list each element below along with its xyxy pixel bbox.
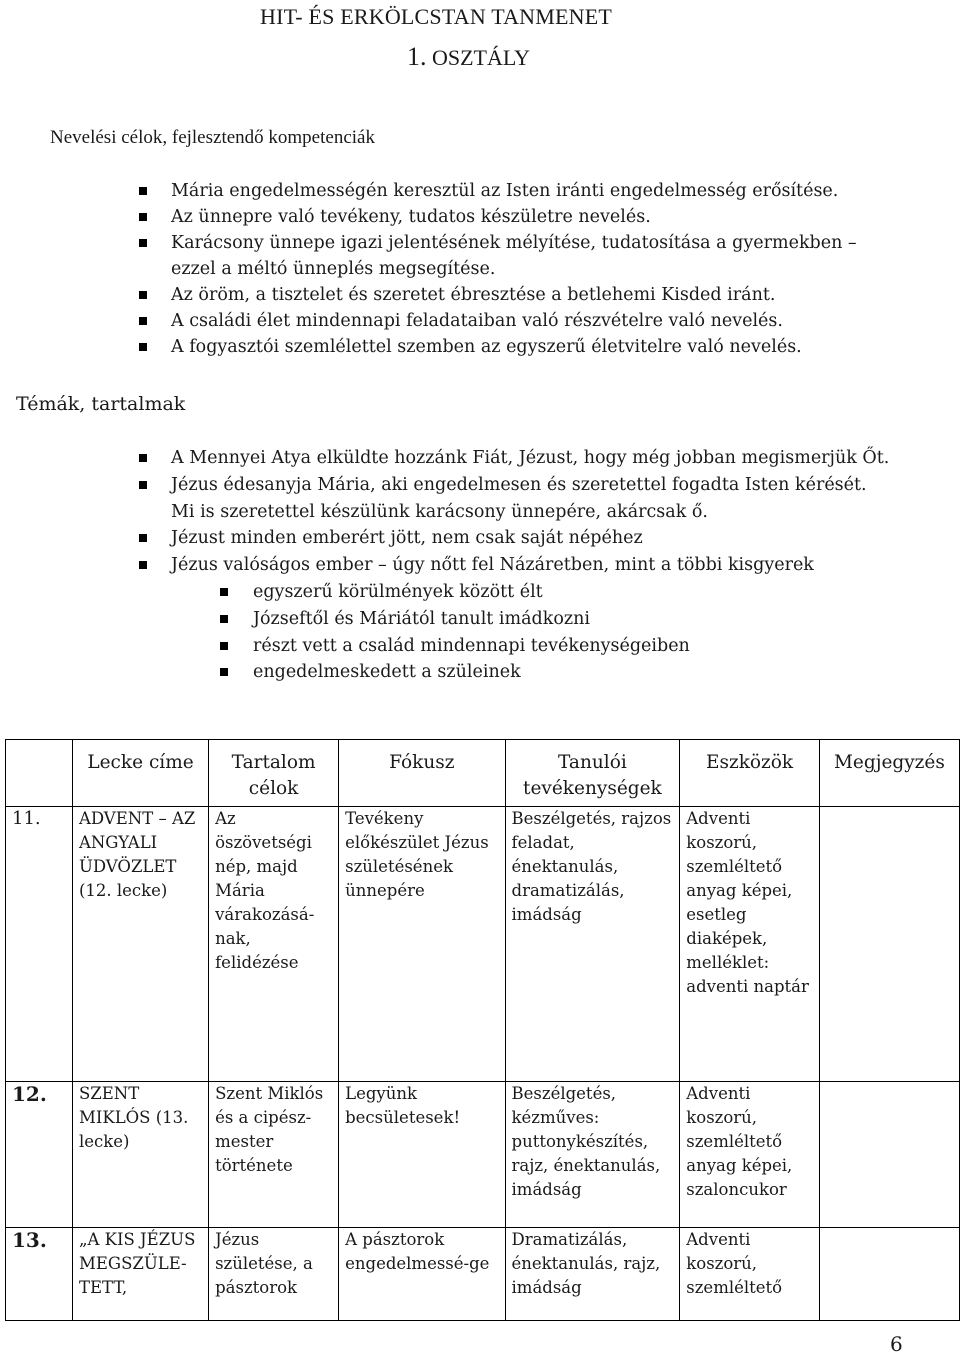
bullet-icon bbox=[139, 291, 147, 299]
content-cell: Jézus születése, a pásztorok bbox=[209, 1228, 339, 1321]
column-header: Megjegyzés bbox=[819, 740, 959, 807]
table-row bbox=[6, 1082, 960, 1228]
bullet-icon bbox=[139, 481, 147, 489]
sub-list-item: részt vett a család mindennapi tevékenységeiben bbox=[136, 633, 916, 660]
activities-cell: Dramatizálás, énektanulás, rajz, imádság bbox=[505, 1228, 680, 1321]
sub-list-item: engedelmeskedett a szüleinek bbox=[136, 659, 916, 686]
bullet-icon bbox=[220, 642, 228, 650]
focus-cell: A pásztorok engedelmessé-ge bbox=[339, 1228, 505, 1321]
content-cell: Az öszövetségi nép, majd Mária várakozásá-nak, felidézése bbox=[209, 807, 339, 1082]
list-item: Jézust minden emberért jött, nem csak saját népéhez bbox=[136, 525, 916, 552]
row-number: 13. bbox=[6, 1228, 73, 1321]
table-row bbox=[6, 807, 960, 1082]
table-header-row bbox=[6, 740, 960, 807]
focus-cell: Tevékeny előkészület Jézus születésének ünnepére bbox=[339, 807, 505, 1082]
row-number: 12. bbox=[6, 1082, 73, 1228]
goals-heading: Nevelési célok, fejlesztendő kompetenciák bbox=[50, 127, 375, 148]
list-item: Az öröm, a tisztelet és szeretet ébresztése a betlehemi Kisded iránt. bbox=[136, 282, 896, 308]
lesson-title-cell: ADVENT – AZ ANGYALI ÜDVÖZLET (12. lecke) bbox=[72, 807, 208, 1082]
content-cell: Szent Miklós és a cipész-mester története bbox=[209, 1082, 339, 1228]
sub-list-item: egyszerű körülmények között élt bbox=[136, 579, 916, 606]
column-header bbox=[6, 740, 73, 807]
list-item: Jézus valóságos ember – úgy nőtt fel Názáretben, mint a többi kisgyerek bbox=[136, 552, 916, 579]
list-item: Mária engedelmességén keresztül az Isten iránti engedelmesség erősítése. bbox=[136, 178, 896, 204]
bullet-icon bbox=[139, 343, 147, 351]
row-number: 11. bbox=[6, 807, 73, 1082]
grade-number: 1. bbox=[407, 42, 427, 71]
list-item-continuation: Mi is szeretettel készülünk karácsony ünnepére, akárcsak ő. bbox=[171, 501, 708, 522]
topics-heading: Témák, tartalmak bbox=[16, 393, 186, 415]
goals-list bbox=[136, 178, 896, 360]
note-cell bbox=[819, 807, 959, 1082]
note-cell bbox=[819, 1228, 959, 1321]
list-item: Az ünnepre való tevékeny, tudatos készületre nevelés. bbox=[136, 204, 896, 230]
tools-cell: Adventi koszorú, szemléltető anyag képei, szaloncukor bbox=[680, 1082, 820, 1228]
grade-label: OSZTÁLY bbox=[432, 45, 531, 70]
lesson-title-cell: „A KIS JÉZUS MEGSZÜLE-TETT, bbox=[72, 1228, 208, 1321]
bullet-icon bbox=[220, 615, 228, 623]
topics-list bbox=[136, 445, 916, 686]
activities-cell: Beszélgetés, kézműves: puttonykészítés, rajz, énektanulás, imádság bbox=[505, 1082, 680, 1228]
page-number: 6 bbox=[890, 1332, 903, 1356]
tools-cell: Adventi koszorú, szemléltető bbox=[680, 1228, 820, 1321]
note-cell bbox=[819, 1082, 959, 1228]
lesson-title-cell: SZENT MIKLÓS (13. lecke) bbox=[72, 1082, 208, 1228]
bullet-icon bbox=[139, 454, 147, 462]
grade-heading bbox=[407, 42, 530, 72]
list-item: A fogyasztói szemlélettel szemben az egyszerű életvitelre való nevelés. bbox=[136, 334, 896, 360]
bullet-icon bbox=[139, 213, 147, 221]
column-header: Tartalom célok bbox=[209, 740, 339, 807]
list-item: Karácsony ünnepe igazi jelentésének mélyítése, tudatosítása a gyermekben – ezzel a méltó ünneplés megsegítése. bbox=[136, 230, 896, 282]
bullet-icon bbox=[139, 187, 147, 195]
list-item: A családi élet mindennapi feladataiban való részvételre való nevelés. bbox=[136, 308, 896, 334]
tools-cell: Adventi koszorú, szemléltető anyag képei, esetleg diaképek, melléklet: adventi naptár bbox=[680, 807, 820, 1082]
bullet-icon bbox=[220, 668, 228, 676]
table-row bbox=[6, 1228, 960, 1321]
bullet-icon bbox=[139, 317, 147, 325]
column-header: Lecke címe bbox=[72, 740, 208, 807]
activities-cell: Beszélgetés, rajzos feladat, énektanulás, dramatizálás, imádság bbox=[505, 807, 680, 1082]
list-item: Jézus édesanyja Mária, aki engedelmesen és szeretettel fogadta Isten kérését. bbox=[136, 472, 916, 499]
sub-list-item: Józseftől és Máriától tanult imádkozni bbox=[136, 606, 916, 633]
column-header: Tanulói tevékenységek bbox=[505, 740, 680, 807]
focus-cell: Legyünk becsületesek! bbox=[339, 1082, 505, 1228]
column-header: Eszközök bbox=[680, 740, 820, 807]
bullet-icon bbox=[139, 239, 147, 247]
bullet-icon bbox=[139, 534, 147, 542]
bullet-icon bbox=[139, 561, 147, 569]
bullet-icon bbox=[220, 588, 228, 596]
list-item: A Mennyei Atya elküldte hozzánk Fiát, Jézust, hogy még jobban megismerjük Őt. bbox=[136, 445, 916, 472]
document-title: HIT- ÉS ERKÖLCSTAN TANMENET bbox=[260, 4, 613, 29]
lesson-plan-table bbox=[5, 739, 960, 1321]
column-header: Fókusz bbox=[339, 740, 505, 807]
